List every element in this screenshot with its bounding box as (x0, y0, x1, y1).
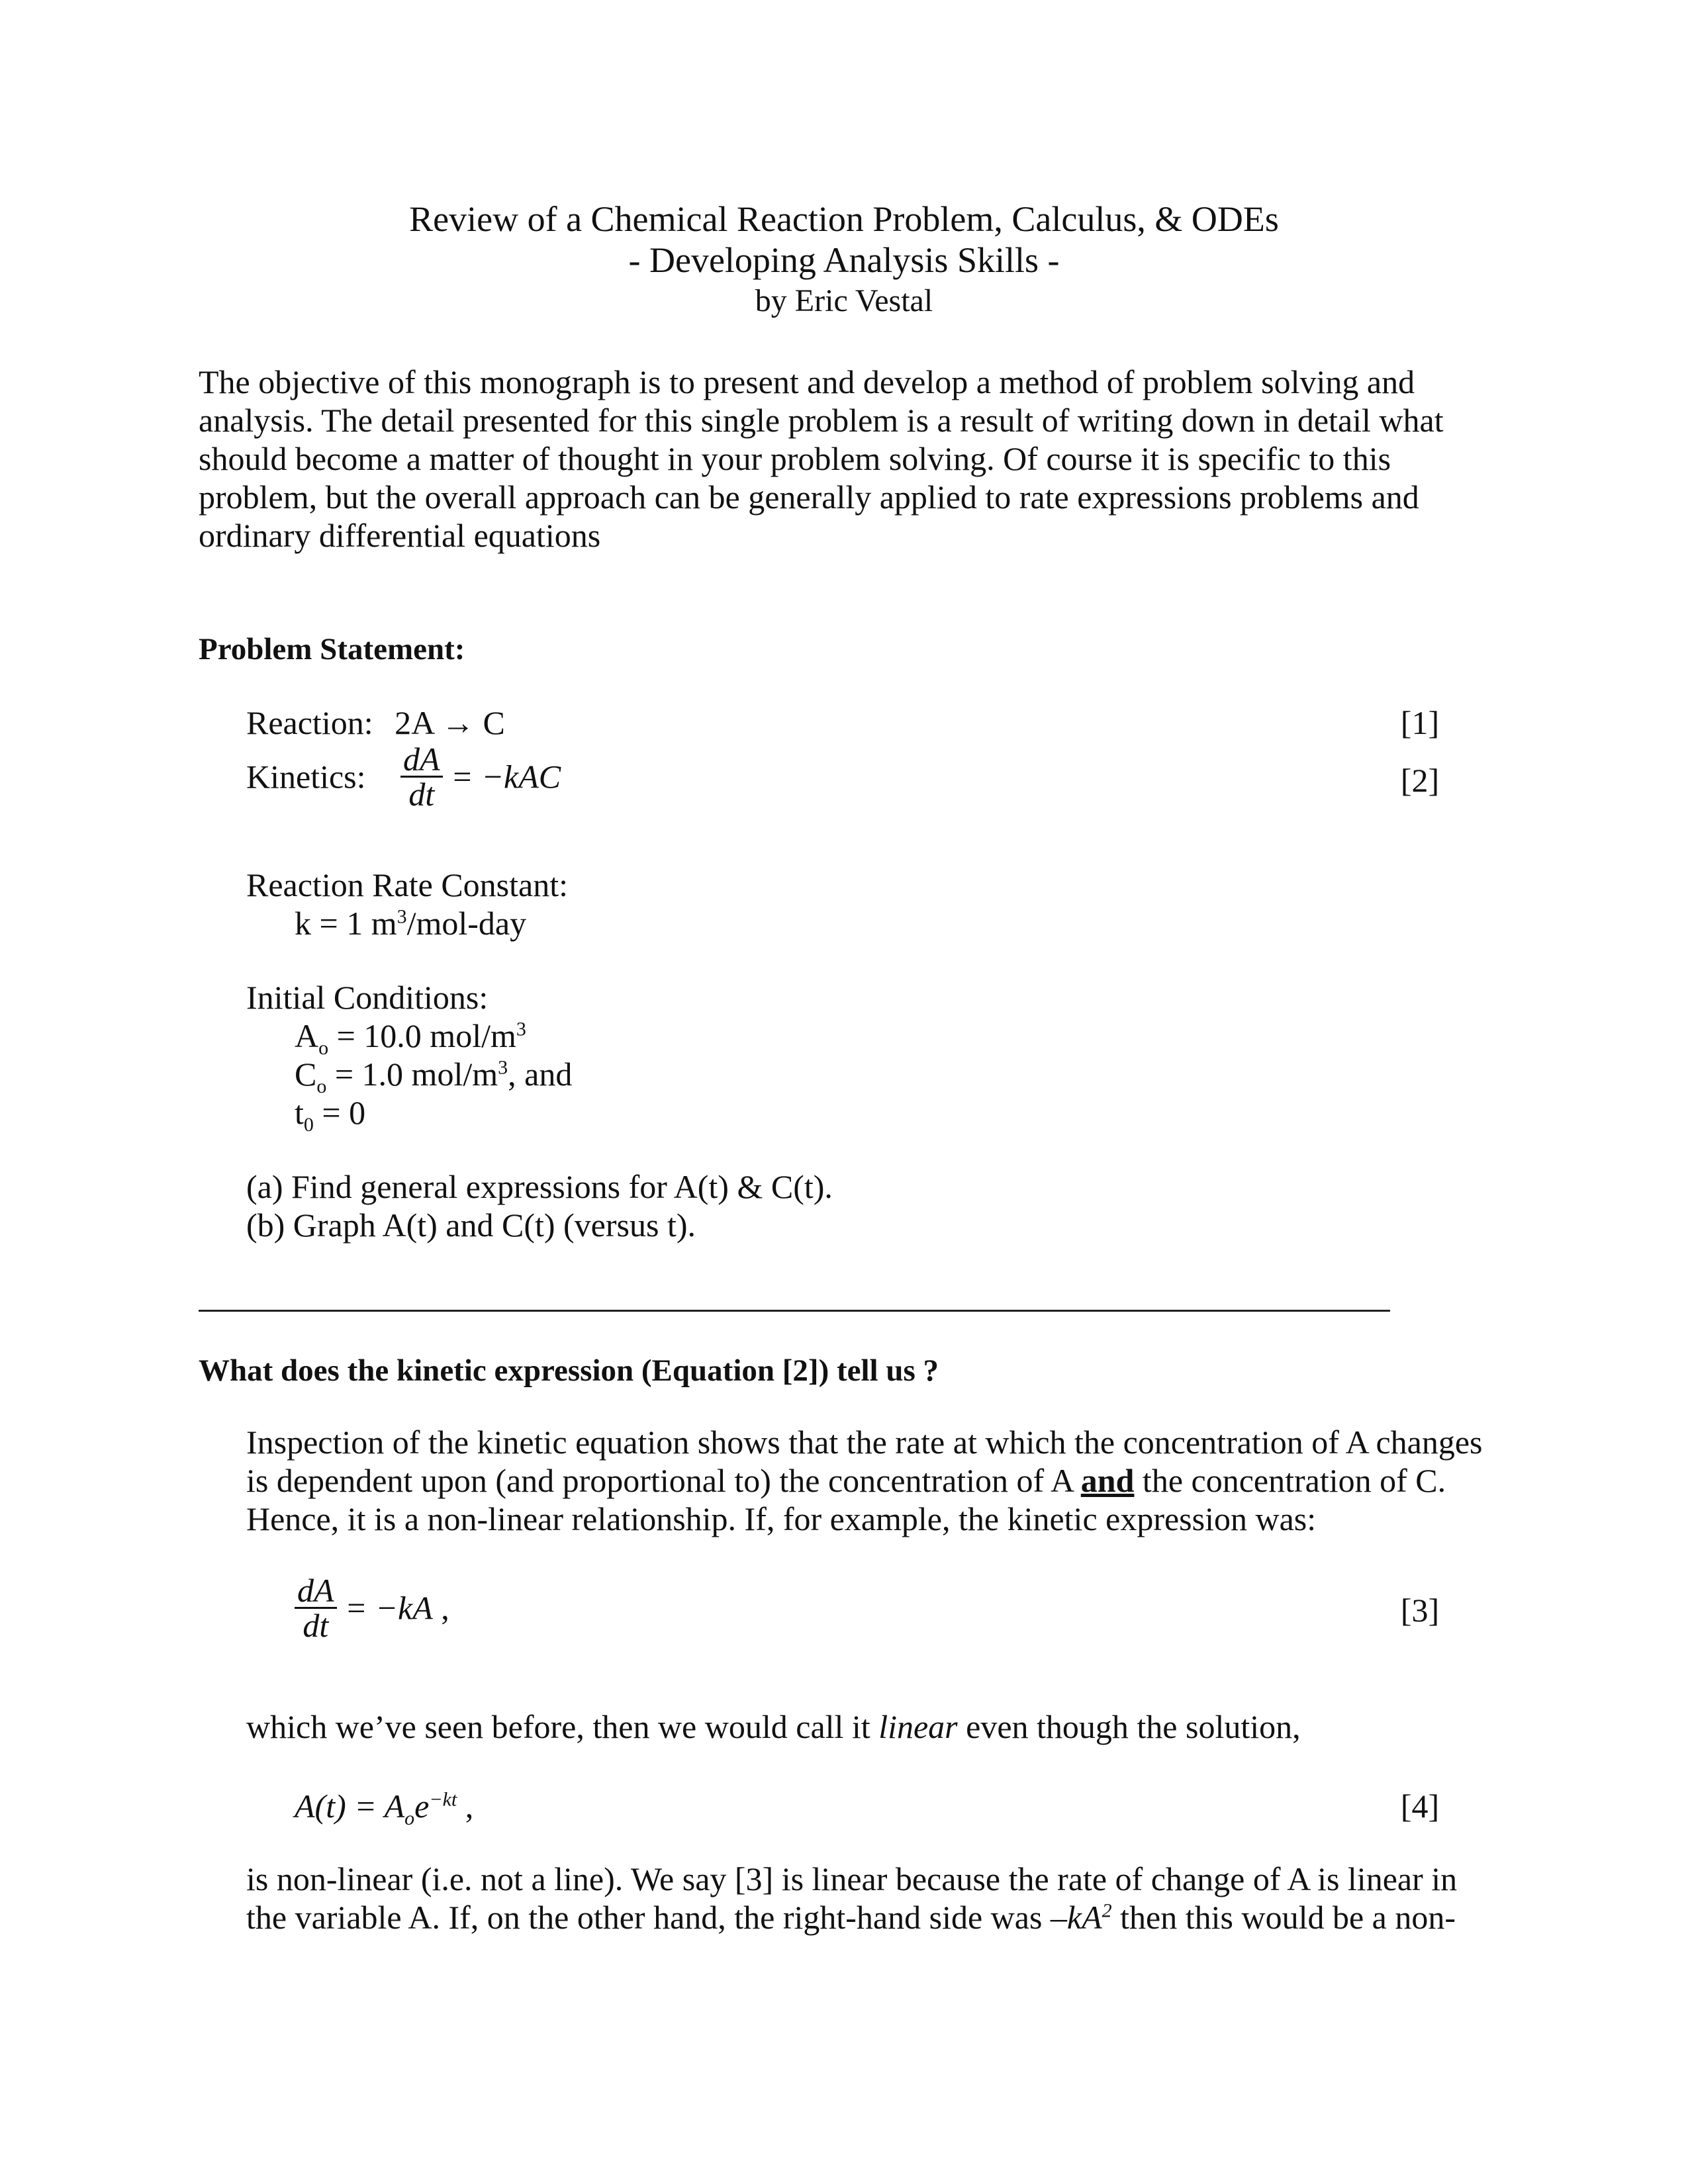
ic-a-value: = 10.0 mol/m (328, 1017, 516, 1054)
problem-statement-heading: Problem Statement: (199, 632, 465, 666)
linear-paragraph (246, 1707, 1504, 1746)
nonlinear-term: –kA (1050, 1899, 1102, 1936)
reaction-line (246, 704, 505, 742)
ic-c-exponent: 3 (498, 1056, 508, 1079)
ic-t-symbol: t (295, 1094, 304, 1131)
ic-a-subscript: o (318, 1037, 329, 1059)
ic-c-subscript: o (316, 1075, 327, 1097)
eq3-numerator: dA (295, 1574, 337, 1609)
kinetic-paragraph (246, 1423, 1504, 1538)
kinetic-paragraph-end: the concentration of C. Hence, it is a non-linear relationship. If, for example, the kinetic expression was: (246, 1462, 1446, 1537)
author-byline: by Eric Vestal (755, 283, 933, 318)
reaction-equation: 2A → C (395, 704, 505, 741)
rate-value-exponent: 3 (397, 905, 407, 928)
nonlinear-paragraph (246, 1860, 1504, 1936)
equation-3 (295, 1574, 449, 1642)
equation-number-4: [4] (1400, 1788, 1440, 1825)
rate-constant-label: Reaction Rate Constant: (246, 866, 569, 903)
task-part-a: (a) Find general expressions for A(t) & C(t). (246, 1168, 833, 1205)
nonlinear-paragraph-end: then this would be a non- (1111, 1899, 1456, 1936)
ic-t-subscript: 0 (303, 1114, 314, 1136)
equation-4 (295, 1787, 474, 1829)
initial-condition-t (295, 1093, 366, 1136)
task-part-b: (b) Graph A(t) and C(t) (versus t). (246, 1206, 696, 1244)
ic-c-symbol: C (295, 1056, 317, 1093)
reaction-label: Reaction: (246, 704, 373, 741)
initial-condition-a (295, 1017, 526, 1059)
ic-c-tail: , and (508, 1056, 573, 1093)
section-divider (199, 1310, 1390, 1312)
eq3-derivative (295, 1574, 337, 1642)
kinetic-paragraph-start: Inspection of the kinetic equation shows that the rate at which the concentration of A changes is dependent upon (and proportional to) the concentration of A (246, 1424, 1483, 1499)
intro-paragraph: The objective of this monograph is to present and develop a method of problem solving and analysis. The detail presented for this single problem is a result of writing down in detail what should become a matter of thought in your problem solving. Of course it is specific to this problem, but the overall approach can be generally applied to rate expressions problems and ordinary differential equations (199, 363, 1444, 554)
ic-c-value: = 1.0 mol/m (326, 1056, 498, 1093)
ic-t-value: = 0 (313, 1094, 366, 1131)
eq3-comma: , (432, 1589, 449, 1627)
title-block (0, 199, 1688, 322)
emphasis-and: and (1080, 1462, 1135, 1499)
eq4-exponential: e (414, 1788, 430, 1825)
rate-constant-value (295, 904, 526, 942)
kinetics-label: Kinetics: (246, 758, 366, 796)
ic-a-exponent: 3 (516, 1018, 526, 1040)
rate-value-prefix: k = 1 m (295, 905, 397, 942)
kinetic-expression-heading: What does the kinetic expression (Equation [2]) tell us ? (199, 1353, 939, 1388)
kinetics-rhs: = −kAC (451, 758, 561, 796)
kinetics-line (246, 743, 561, 811)
eq4-lhs: A(t) = A (295, 1788, 405, 1825)
ic-a-symbol: A (295, 1017, 319, 1054)
equation-number-3: [3] (1400, 1592, 1440, 1629)
eq4-subscript: o (404, 1807, 415, 1829)
eq4-comma: , (457, 1788, 474, 1825)
rate-value-suffix: /mol-day (406, 905, 527, 942)
linear-paragraph-start: which we’ve seen before, then we would call it (246, 1708, 879, 1745)
linear-paragraph-end: even though the solution, (957, 1708, 1301, 1745)
kinetics-numerator: dA (400, 743, 443, 778)
initial-condition-c (295, 1055, 573, 1097)
document-subtitle: - Developing Analysis Skills - (628, 240, 1060, 280)
linear-word: linear (878, 1708, 958, 1745)
equation-number-1: [1] (1400, 704, 1440, 741)
nonlinear-exponent: 2 (1102, 1899, 1112, 1922)
nonlinear-paragraph-start: is non-linear (i.e. not a line). We say [3] is linear because the rate of change of A is linear in the variable A. If, on the other hand, the right-hand side was (246, 1860, 1458, 1936)
document-title: Review of a Chemical Reaction Problem, Calculus, & ODEs (409, 199, 1279, 239)
kinetics-denominator: dt (408, 776, 435, 813)
eq4-exponent: −kt (429, 1788, 457, 1811)
initial-conditions-label: Initial Conditions: (246, 979, 489, 1016)
equation-number-2: [2] (1400, 762, 1440, 799)
kinetics-derivative (400, 743, 443, 811)
eq3-denominator: dt (303, 1607, 329, 1644)
eq3-rhs: = −kA (345, 1589, 433, 1627)
